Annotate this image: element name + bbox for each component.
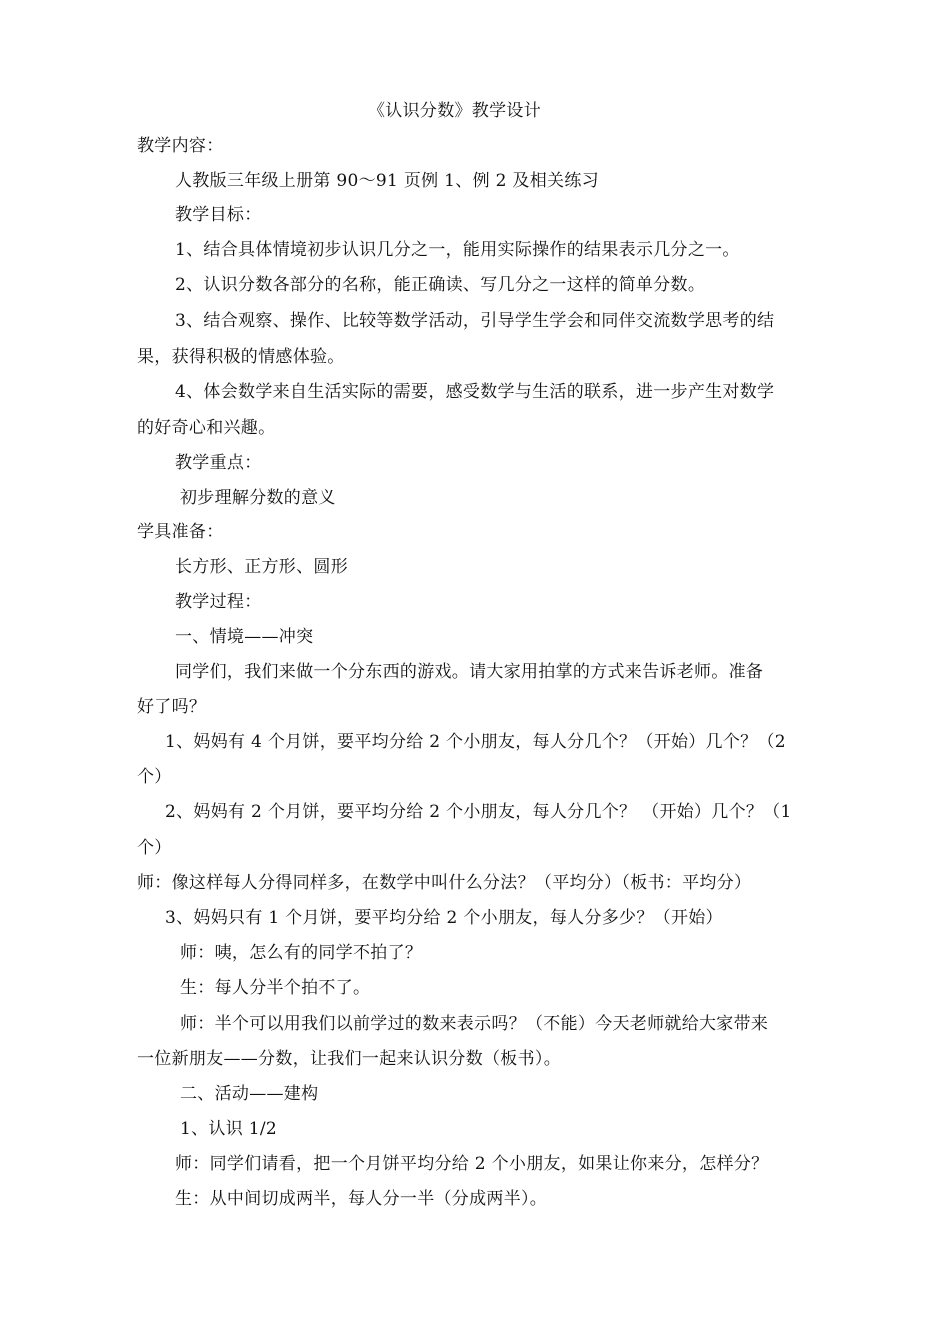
paragraph-line: 个） — [137, 767, 172, 787]
section-heading-goals: 教学目标： — [175, 205, 262, 225]
paragraph-line: 1、妈妈有 4 个月饼，要平均分给 2 个小朋友，每人分几个？（开始）几个？（2 — [165, 732, 786, 752]
paragraph-line: 师：半个可以用我们以前学过的数来表示吗？（不能）今天老师就给大家带来 — [180, 1014, 769, 1034]
paragraph-line: 生：每人分半个拍不了。 — [180, 978, 371, 998]
paragraph-line: 初步理解分数的意义 — [180, 488, 336, 508]
paragraph-line: 人教版三年级上册第 90～91 页例 1、例 2 及相关练习 — [175, 171, 599, 191]
paragraph-line: 2、妈妈有 2 个月饼，要平均分给 2 个小朋友，每人分几个？ （开始）几个？（1 — [165, 802, 792, 822]
paragraph-line: 2、认识分数各部分的名称，能正确读、写几分之一这样的简单分数。 — [175, 275, 706, 295]
paragraph-line: 的好奇心和兴趣。 — [137, 418, 276, 438]
section-heading-materials: 学具准备： — [137, 522, 224, 542]
subsection-heading: 二、活动——建构 — [180, 1084, 319, 1104]
paragraph-line: 4、体会数学来自生活实际的需要，感受数学与生活的联系，进一步产生对数学 — [175, 382, 775, 402]
paragraph-line: 好了吗？ — [137, 697, 207, 717]
paragraph-line: 同学们，我们来做一个分东西的游戏。请大家用拍掌的方式来告诉老师。准备 — [175, 662, 764, 682]
paragraph-line: 1、认识 1/2 — [180, 1119, 277, 1139]
section-heading-process: 教学过程： — [175, 592, 262, 612]
paragraph-line: 长方形、正方形、圆形 — [175, 557, 348, 577]
document-title: 《认识分数》教学设计 — [368, 101, 541, 121]
paragraph-line: 一位新朋友——分数，让我们一起来认识分数（板书）。 — [137, 1049, 561, 1069]
paragraph-line: 生：从中间切成两半，每人分一半（分成两半）。 — [175, 1189, 548, 1209]
paragraph-line: 个） — [137, 838, 172, 858]
section-heading-key-point: 教学重点： — [175, 453, 262, 473]
paragraph-line: 果，获得积极的情感体验。 — [137, 347, 345, 367]
section-heading-content: 教学内容： — [137, 136, 224, 156]
paragraph-line: 3、妈妈只有 1 个月饼，要平均分给 2 个小朋友，每人分多少？（开始） — [165, 908, 723, 928]
paragraph-line: 师：像这样每人分得同样多，在数学中叫什么分法？（平均分）（板书：平均分） — [137, 873, 752, 893]
paragraph-line: 3、结合观察、操作、比较等数学活动，引导学生学会和同伴交流数学思考的结 — [175, 311, 775, 331]
paragraph-line: 师：咦，怎么有的同学不拍了？ — [180, 943, 423, 963]
paragraph-line: 师：同学们请看，把一个月饼平均分给 2 个小朋友，如果让你来分，怎样分？ — [175, 1154, 769, 1174]
paragraph-line: 1、结合具体情境初步认识几分之一，能用实际操作的结果表示几分之一。 — [175, 240, 740, 260]
subsection-heading: 一、情境——冲突 — [175, 627, 314, 647]
